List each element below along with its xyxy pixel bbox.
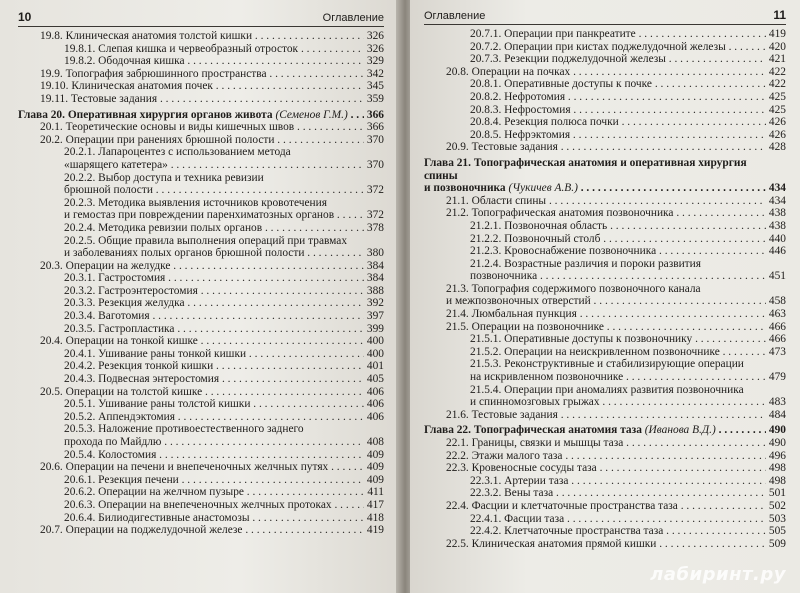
toc-entry <box>18 134 384 147</box>
toc-entry <box>424 409 786 422</box>
toc-entry <box>424 233 786 246</box>
toc-entry <box>424 53 786 66</box>
toc-entry-title: 19.11. Тестовые задания . . . <box>40 93 364 106</box>
toc-page-number: 466 <box>768 320 786 333</box>
toc-entry-title: 19.8.1. Слепая кишка и червеобразный отросток . . . <box>64 43 364 56</box>
toc-page-number: 483 <box>768 396 786 409</box>
toc-entry-title: 20.2.4. Методика ревизии полых органов . . . <box>64 222 364 235</box>
toc-entry-title: 19.8. Клиническая анатомия толстой кишки . . . <box>40 30 364 43</box>
toc-entry <box>424 104 786 117</box>
toc-entry <box>18 68 384 81</box>
toc-entry <box>424 450 786 463</box>
right-toc-list <box>424 28 786 550</box>
toc-entry <box>18 121 384 134</box>
toc-page-number: 392 <box>366 297 384 310</box>
toc-entry-title: 20.1. Теоретические основы и виды кишечных швов . . . <box>40 121 364 134</box>
toc-page-number: 372 <box>366 184 384 197</box>
toc-page-number: 380 <box>366 247 384 260</box>
toc-entry-title: 22.4. Фасции и клетчаточные пространства таза . . . <box>446 500 766 513</box>
toc-entry <box>424 346 786 359</box>
toc-page-number: 501 <box>768 487 786 500</box>
toc-entry-title: 20.5. Операции на толстой кишке . . . <box>40 386 364 399</box>
toc-entry <box>424 538 786 551</box>
toc-entry-title: 22.3.1. Артерии таза . . . <box>470 475 766 488</box>
toc-chapter <box>424 424 786 437</box>
toc-entry <box>18 323 384 336</box>
toc-entry <box>18 80 384 93</box>
toc-entry <box>18 335 384 348</box>
toc-entry <box>424 129 786 142</box>
toc-page-number: 438 <box>768 219 786 232</box>
toc-entry <box>424 525 786 538</box>
toc-page-number: 498 <box>768 462 786 475</box>
toc-entry <box>18 272 384 285</box>
toc-page-number: 409 <box>366 448 384 461</box>
toc-entry-title: 21.3. Топография содержимого позвоночного канала и межпозвоночных отверстий . . . <box>446 283 766 308</box>
toc-entry-title: 20.3.4. Ваготомия . . . <box>64 310 364 323</box>
toc-page-number: 359 <box>366 92 384 105</box>
toc-entry-title: 20.8.1. Оперативные доступы к почке . . . <box>470 78 766 91</box>
toc-entry-title: 21.2. Топографическая анатомия позвоночника . . . <box>446 207 766 220</box>
toc-entry <box>424 437 786 450</box>
toc-page-number: 484 <box>768 408 786 421</box>
toc-entry <box>18 297 384 310</box>
toc-page-number: 329 <box>366 55 384 68</box>
toc-page-number: 366 <box>366 121 384 134</box>
toc-entry-title: 20.5.1. Ушивание раны толстой кишки . . . <box>64 398 364 411</box>
toc-entry <box>18 512 384 525</box>
toc-page-number: 438 <box>768 207 786 220</box>
toc-entry <box>18 55 384 68</box>
toc-entry <box>424 513 786 526</box>
toc-entry <box>424 500 786 513</box>
toc-entry <box>424 220 786 233</box>
toc-page-number: 498 <box>768 474 786 487</box>
right-page <box>410 0 800 593</box>
toc-page-number: 425 <box>768 90 786 103</box>
toc-entry-title: 20.3.3. Резекция желудка . . . <box>64 297 364 310</box>
toc-entry-title: 20.4.3. Подвесная энтеростомия . . . <box>64 373 364 386</box>
toc-page-number: 419 <box>366 524 384 537</box>
toc-entry <box>424 321 786 334</box>
toc-page-number: 463 <box>768 308 786 321</box>
toc-author: (Иванова В.Д.) <box>644 424 716 437</box>
toc-entry <box>18 373 384 386</box>
toc-entry-title: 20.8. Операции на почках . . . <box>446 66 766 79</box>
toc-page-number: 428 <box>768 141 786 154</box>
toc-entry <box>18 197 384 222</box>
toc-entry-title: 20.7. Операции на поджелудочной железе . . . <box>40 524 364 537</box>
toc-page-number: 370 <box>366 158 384 171</box>
toc-page-number: 370 <box>366 133 384 146</box>
toc-entry-title: 20.7.3. Резекции поджелудочной железы . . . <box>470 53 766 66</box>
toc-page-number: 434 <box>768 194 786 207</box>
toc-entry <box>18 524 384 537</box>
toc-page-number: 422 <box>768 78 786 91</box>
toc-entry-title: 21.5.1. Оперативные доступы к позвоночнику . . . <box>470 333 766 346</box>
toc-page-number: 345 <box>366 80 384 93</box>
toc-page-number: 378 <box>366 221 384 234</box>
toc-entry-title: 20.7.2. Операции при кистах поджелудочной железы . . . <box>470 41 766 54</box>
toc-page-number: 420 <box>768 40 786 53</box>
toc-author: (Чукичев А.В.) <box>508 182 578 195</box>
toc-page-number: 426 <box>768 116 786 129</box>
toc-page-number: 326 <box>366 42 384 55</box>
toc-entry <box>18 43 384 56</box>
toc-entry-title: 20.8.5. Нефрэктомия . . . <box>470 129 766 142</box>
toc-page-number: 384 <box>366 272 384 285</box>
toc-page-number: 451 <box>768 270 786 283</box>
toc-entry-title: 22.2. Этажи малого таза . . . <box>446 450 766 463</box>
toc-page-number: 409 <box>366 473 384 486</box>
toc-entry <box>18 348 384 361</box>
toc-page-number: 458 <box>768 295 786 308</box>
toc-entry-title: 20.6.3. Операции на внепеченочных желчных протоках . . . <box>64 499 364 512</box>
toc-entry <box>424 258 786 283</box>
toc-entry <box>424 78 786 91</box>
toc-entry <box>18 172 384 197</box>
toc-entry-title: 21.2.3. Кровоснабжение позвоночника . . . <box>470 245 766 258</box>
toc-page-number: 411 <box>367 486 384 499</box>
toc-entry-title: 21.6. Тестовые задания . . . <box>446 409 766 422</box>
toc-entry-title: 20.4. Операции на тонкой кишке . . . <box>40 335 364 348</box>
toc-entry <box>18 386 384 399</box>
toc-entry <box>18 474 384 487</box>
toc-entry-title: 20.5.3. Наложение противоестественного заднего прохода по Майдлю . . . <box>64 423 364 448</box>
toc-page-number: 406 <box>366 410 384 423</box>
toc-page-number: 426 <box>768 128 786 141</box>
toc-page-number: 503 <box>768 512 786 525</box>
toc-entry <box>18 486 384 499</box>
toc-entry-title: 21.2.2. Позвоночный столб . . . <box>470 233 766 246</box>
toc-entry-title: 20.2.3. Методика выявления источников кровотечения и гемостаз при повреждении паренхиматозных органов . . . <box>64 197 364 222</box>
toc-page-number: 417 <box>366 498 384 511</box>
toc-page-number: 421 <box>768 53 786 66</box>
toc-entry <box>424 462 786 475</box>
toc-page-number: 479 <box>768 371 786 384</box>
toc-entry-title: 22.1. Границы, связки и мышцы таза . . . <box>446 437 766 450</box>
toc-page-number: 434 <box>768 182 786 195</box>
toc-page-number: 326 <box>366 30 384 42</box>
toc-page-number: 409 <box>366 461 384 474</box>
toc-page-number: 496 <box>768 449 786 462</box>
toc-entry <box>18 235 384 260</box>
toc-page-number: 419 <box>768 28 786 40</box>
toc-page-number: 425 <box>768 103 786 116</box>
toc-entry <box>424 475 786 488</box>
toc-entry-title: Глава 21. Топографическая анатомия и оперативная хирургия спины и позвоночника (Чукичев А.В.) . . . <box>424 157 766 195</box>
toc-entry-title: 20.6.1. Резекция печени . . . <box>64 474 364 487</box>
toc-entry <box>18 411 384 424</box>
toc-page-number: 490 <box>768 424 786 437</box>
toc-entry-title: 20.7.1. Операции при панкреатите . . . <box>470 28 766 41</box>
toc-page-number: 418 <box>366 511 384 524</box>
toc-entry-title: 20.6. Операции на печени и внепеченочных желчных путях . . . <box>40 461 364 474</box>
toc-entry-title: 20.8.4. Резекция полюса почки . . . <box>470 116 766 129</box>
toc-page-number: 342 <box>366 67 384 80</box>
toc-author: (Семенов Г.М.) <box>275 108 348 121</box>
toc-entry-title: 20.5.2. Аппендэктомия . . . <box>64 411 364 424</box>
toc-entry <box>18 449 384 462</box>
toc-page-number: 446 <box>768 245 786 258</box>
toc-entry <box>18 398 384 411</box>
toc-entry <box>424 283 786 308</box>
toc-entry-title: 20.6.2. Операции на желчном пузыре . . . <box>64 486 364 499</box>
toc-entry-title: 21.1. Области спины . . . <box>446 195 766 208</box>
toc-entry-title: 19.8.2. Ободочная кишка . . . <box>64 55 364 68</box>
toc-page-number: 505 <box>768 525 786 538</box>
left-running-head <box>18 10 384 27</box>
toc-entry <box>18 222 384 235</box>
toc-entry-title: 22.5. Клиническая анатомия прямой кишки . . . <box>446 538 766 551</box>
toc-entry <box>424 28 786 41</box>
toc-chapter <box>424 157 786 195</box>
toc-entry <box>424 358 786 383</box>
toc-entry-title: 19.9. Топография забрюшинного пространства . . . <box>40 68 364 81</box>
toc-entry-title: 20.2.5. Общие правила выполнения операций при травмах и заболеваниях полых органов брюшной полости . . . <box>64 235 364 260</box>
toc-page-number: 406 <box>366 398 384 411</box>
left-page-number: 10 <box>18 10 32 24</box>
toc-page-number: 406 <box>366 385 384 398</box>
toc-entry <box>424 116 786 129</box>
watermark-logo: лабиринт.ру <box>650 564 786 585</box>
toc-entry-title: 20.2. Операции при ранениях брюшной полости . . . <box>40 134 364 147</box>
toc-page-number: 372 <box>366 209 384 222</box>
toc-entry-title: 20.8.2. Нефротомия . . . <box>470 91 766 104</box>
toc-entry <box>18 260 384 273</box>
toc-entry-title: Глава 20. Оперативная хирургия органов живота (Семенов Г.М.) . . . <box>18 109 364 122</box>
toc-page-number: 502 <box>768 499 786 512</box>
toc-page-number: 397 <box>366 310 384 323</box>
toc-page-number: 400 <box>366 347 384 360</box>
toc-entry <box>424 333 786 346</box>
toc-entry <box>424 91 786 104</box>
toc-entry <box>424 384 786 409</box>
toc-entry <box>18 93 384 106</box>
toc-entry <box>18 461 384 474</box>
toc-page-number: 384 <box>366 259 384 272</box>
toc-entry-title: 21.5.3. Реконструктивные и стабилизирующие операции на искривленном позвоночнике . . . <box>470 358 766 383</box>
toc-entry <box>424 487 786 500</box>
toc-entry-title: 21.5. Операции на позвоночнике . . . <box>446 321 766 334</box>
toc-entry <box>18 360 384 373</box>
right-running-title: Оглавление <box>424 10 486 22</box>
toc-page-number: 399 <box>366 322 384 335</box>
toc-entry <box>424 245 786 258</box>
toc-entry <box>424 41 786 54</box>
right-page-number: 11 <box>773 8 786 22</box>
toc-entry-title: 19.10. Клиническая анатомия почек . . . <box>40 80 364 93</box>
toc-page-number: 388 <box>366 284 384 297</box>
toc-entry <box>18 30 384 43</box>
toc-entry-title: 21.2.1. Позвоночная область . . . <box>470 220 766 233</box>
toc-page-number: 408 <box>366 436 384 448</box>
toc-entry-title: 22.3. Кровеносные сосуды таза . . . <box>446 462 766 475</box>
toc-entry-title: 20.3.2. Гастроэнтеростомия . . . <box>64 285 364 298</box>
toc-entry <box>18 285 384 298</box>
toc-page-number: 509 <box>768 537 786 550</box>
toc-page-number: 366 <box>366 108 384 121</box>
toc-entry-title: 20.5.4. Колостомия . . . <box>64 449 364 462</box>
toc-entry <box>424 66 786 79</box>
toc-page-number: 405 <box>366 373 384 386</box>
toc-entry-title: 20.2.1. Лапароцентез с использованием метода «шарящего катетера» . . . <box>64 146 364 171</box>
toc-page-number: 473 <box>768 345 786 358</box>
left-running-title: Оглавление <box>322 12 384 24</box>
toc-entry-title: 21.2.4. Возрастные различия и пороки развития позвоночника . . . <box>470 258 766 283</box>
toc-entry-title: 20.2.2. Выбор доступа и техника ревизии брюшной полости . . . <box>64 172 364 197</box>
toc-page-number: 490 <box>768 437 786 449</box>
toc-page-number: 401 <box>366 360 384 373</box>
toc-entry-title: 20.4.2. Резекция тонкой кишки . . . <box>64 360 364 373</box>
toc-entry-title: 22.4.1. Фасции таза . . . <box>470 513 766 526</box>
toc-entry <box>424 195 786 208</box>
toc-entry-title: 21.4. Люмбальная пункция . . . <box>446 308 766 321</box>
toc-entry-title: 20.3. Операции на желудке . . . <box>40 260 364 273</box>
toc-entry-title: 21.5.4. Операции при аномалиях развития позвоночника и спинномозговых грыжах . . . <box>470 384 766 409</box>
toc-entry <box>424 141 786 154</box>
toc-entry-title: 20.8.3. Нефростомия . . . <box>470 104 766 117</box>
toc-entry-title: 21.5.2. Операции на неискривленном позвоночнике . . . <box>470 346 766 359</box>
toc-page-number: 400 <box>366 335 384 348</box>
toc-entry-title: 20.9. Тестовые задания . . . <box>446 141 766 154</box>
right-running-head <box>424 8 786 25</box>
toc-page-number: 466 <box>768 333 786 346</box>
toc-entry <box>424 308 786 321</box>
toc-page-number: 422 <box>768 65 786 78</box>
toc-entry-title: 20.6.4. Билиодигестивные анастомозы . . . <box>64 512 364 525</box>
toc-entry-title: 22.3.2. Вены таза . . . <box>470 487 766 500</box>
toc-page-number: 440 <box>768 232 786 245</box>
toc-entry-title: 20.4.1. Ушивание раны тонкой кишки . . . <box>64 348 364 361</box>
toc-chapter <box>18 109 384 122</box>
toc-entry-title: 20.3.1. Гастростомия . . . <box>64 272 364 285</box>
toc-entry <box>18 310 384 323</box>
toc-entry <box>424 207 786 220</box>
toc-entry <box>18 499 384 512</box>
toc-entry <box>18 146 384 171</box>
toc-entry-title: 20.3.5. Гастропластика . . . <box>64 323 364 336</box>
toc-entry <box>18 423 384 448</box>
left-toc-list <box>18 30 384 537</box>
toc-entry-title: Глава 22. Топографическая анатомия таза (Иванова В.Д.) . . . <box>424 424 766 437</box>
toc-entry-title: 22.4.2. Клетчаточные пространства таза . . . <box>470 525 766 538</box>
